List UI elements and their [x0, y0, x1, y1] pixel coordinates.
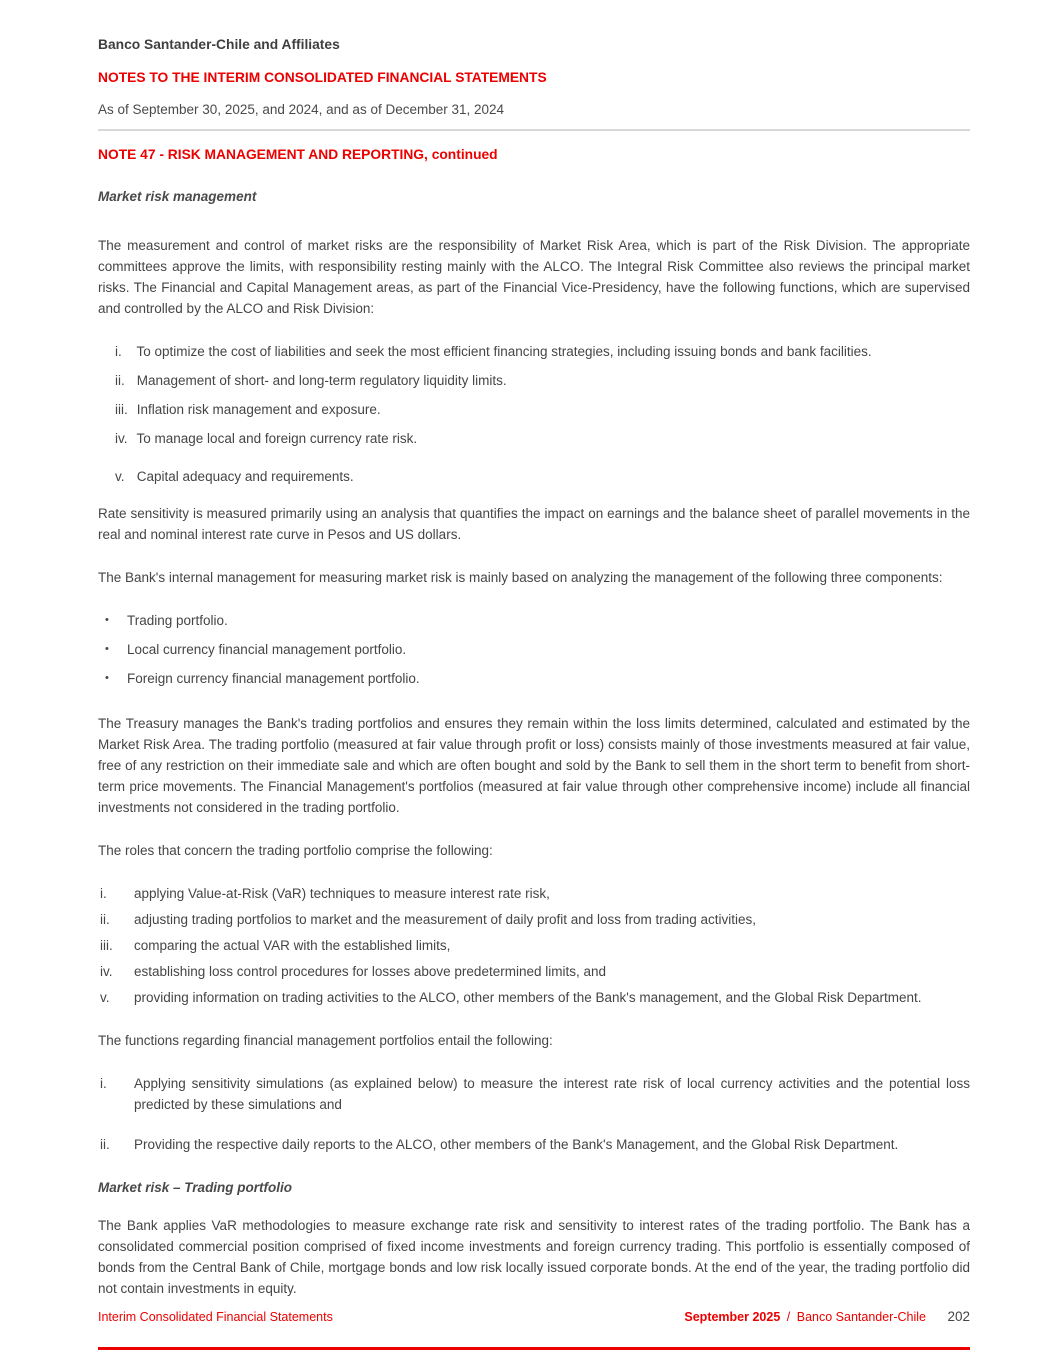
document-body	[98, 144, 970, 1299]
paragraph-internal-management: The Bank's internal management for measuring market risk is mainly based on analyzing the management of the following three components:	[98, 570, 943, 585]
list-item-text: establishing loss control procedures for losses above predetermined limits, and	[134, 964, 606, 979]
fm-functions-list	[98, 1073, 970, 1155]
page-number: 202	[947, 1309, 970, 1324]
list-item	[98, 883, 970, 904]
list-item	[98, 399, 970, 420]
list-item-text: Local currency financial management portfolio.	[127, 642, 407, 657]
note-heading: NOTE 47 - RISK MANAGEMENT AND REPORTING, continued	[98, 147, 498, 162]
date-line: As of September 30, 2025, and 2024, and as of December 31, 2024	[98, 102, 505, 117]
paragraph-rate-sensitivity: Rate sensitivity is measured primarily using an analysis that quantifies the impact on earnings and the balance sheet of parallel movements in the real and nominal interest rate curve in Pesos and US dollars.	[98, 506, 970, 542]
alco-functions-list	[98, 341, 970, 487]
list-item-numeral: v.	[115, 469, 125, 484]
bullet-icon: •	[105, 643, 109, 655]
list-item	[98, 909, 970, 930]
list-item-numeral: i.	[100, 886, 107, 901]
list-item-numeral: ii.	[115, 373, 125, 388]
document-footer	[98, 1309, 970, 1350]
footer-company: Banco Santander-Chile	[796, 1310, 926, 1324]
bullet-icon: •	[105, 614, 109, 626]
list-item-numeral: iv.	[100, 964, 113, 979]
document-header	[98, 34, 970, 131]
subheading-market-risk-trading-portfolio: Market risk – Trading portfolio	[98, 1180, 293, 1195]
list-item-text: Inflation risk management and exposure.	[136, 402, 381, 417]
list-item	[98, 428, 970, 449]
list-item-text: Trading portfolio.	[127, 613, 228, 628]
list-item	[98, 1134, 970, 1155]
paragraph-fm-functions-intro: The functions regarding financial management portfolios entail the following:	[98, 1033, 553, 1048]
paragraph-treasury: The Treasury manages the Bank's trading portfolios and ensures they remain within the loss limits determined, calculated and estimated by the Market Risk Area. The trading portfolio (measured at fair value through profit or loss) consists mainly of those investments measured at fair value, free of any restriction on their immediate sale and which are often bought and sold by the Bank to sell them in the short term to benefit from short-term price movements. The Financial Management's portfolios (measured at fair value through other comprehensive income) include all financial investments not considered in the trading portfolio.	[98, 716, 970, 815]
list-item-numeral: iii.	[100, 938, 113, 953]
footer-date: September 2025	[684, 1310, 781, 1324]
trading-roles-list	[98, 883, 970, 1008]
footer-right-text	[684, 1309, 970, 1325]
list-item-numeral: ii.	[100, 1137, 110, 1152]
list-item-text: providing information on trading activities to the ALCO, other members of the Bank's management, and the Global Risk Department.	[134, 990, 922, 1005]
list-item-text: To optimize the cost of liabilities and seek the most efficient financing strategies, including issuing bonds and bank facilities.	[136, 344, 872, 359]
list-item	[98, 639, 970, 660]
bullet-icon: •	[105, 672, 109, 684]
paragraph-market-risk-intro: The measurement and control of market risks are the responsibility of Market Risk Area, which is part of the Risk Division. The appropriate committees approve the limits, with responsibility resting mainly with the ALCO. The Integral Risk Committee also reviews the principal market risks. The Financial and Capital Management areas, as part of the Financial Vice-Presidency, have the following functions, which are supervised and controlled by the ALCO and Risk Division:	[98, 238, 970, 316]
list-item-text: adjusting trading portfolios to market and the measurement of daily profit and loss from trading activities,	[134, 912, 757, 927]
subheading-market-risk-management: Market risk management	[98, 189, 257, 204]
list-item-text: To manage local and foreign currency rate risk.	[136, 431, 418, 446]
header-divider	[98, 129, 970, 131]
list-item-text: Providing the respective daily reports to the ALCO, other members of the Bank's Management, and the Global Risk Department.	[134, 1137, 899, 1152]
list-item-text: comparing the actual VAR with the established limits,	[134, 938, 451, 953]
components-list	[98, 610, 970, 689]
list-item-numeral: ii.	[100, 912, 110, 927]
footer-divider	[98, 1347, 970, 1350]
paragraph-trading-roles-intro: The roles that concern the trading portfolio comprise the following:	[98, 843, 493, 858]
list-item-numeral: iv.	[115, 431, 128, 446]
list-item-text: Applying sensitivity simulations (as explained below) to measure the interest rate risk of local currency activities and the potential loss predicted by these simulations and	[134, 1076, 970, 1112]
list-item	[98, 341, 970, 362]
list-item	[98, 987, 970, 1008]
list-item	[98, 370, 970, 391]
list-item	[98, 935, 970, 956]
list-item-text: applying Value-at-Risk (VaR) techniques to measure interest rate risk,	[134, 886, 550, 901]
document-title: NOTES TO THE INTERIM CONSOLIDATED FINANCIAL STATEMENTS	[98, 70, 547, 85]
list-item	[98, 610, 970, 631]
footer-row	[98, 1309, 970, 1325]
list-item	[98, 1073, 970, 1115]
list-item-text: Foreign currency financial management portfolio.	[127, 671, 420, 686]
list-item	[98, 961, 970, 982]
footer-left-text: Interim Consolidated Financial Statements	[98, 1310, 333, 1324]
list-item-numeral: i.	[115, 344, 122, 359]
list-item-text: Capital adequacy and requirements.	[136, 469, 354, 484]
list-item-numeral: iii.	[115, 402, 128, 417]
list-item-numeral: i.	[100, 1076, 107, 1091]
list-item-numeral: v.	[100, 990, 110, 1005]
list-item	[98, 466, 970, 487]
list-item	[98, 668, 970, 689]
paragraph-var-methodologies: The Bank applies VaR methodologies to measure exchange rate risk and sensitivity to interest rates of the trading portfolio. The Bank has a consolidated commercial position comprised of fixed income investments and foreign currency trading. This portfolio is essentially composed of bonds from the Central Bank of Chile, mortgage bonds and low risk locally issued corporate bonds. At the end of the year, the trading portfolio did not contain investments in equity.	[98, 1218, 970, 1296]
company-name: Banco Santander-Chile and Affiliates	[98, 37, 340, 52]
footer-separator: /	[786, 1310, 791, 1324]
list-item-text: Management of short- and long-term regulatory liquidity limits.	[136, 373, 507, 388]
